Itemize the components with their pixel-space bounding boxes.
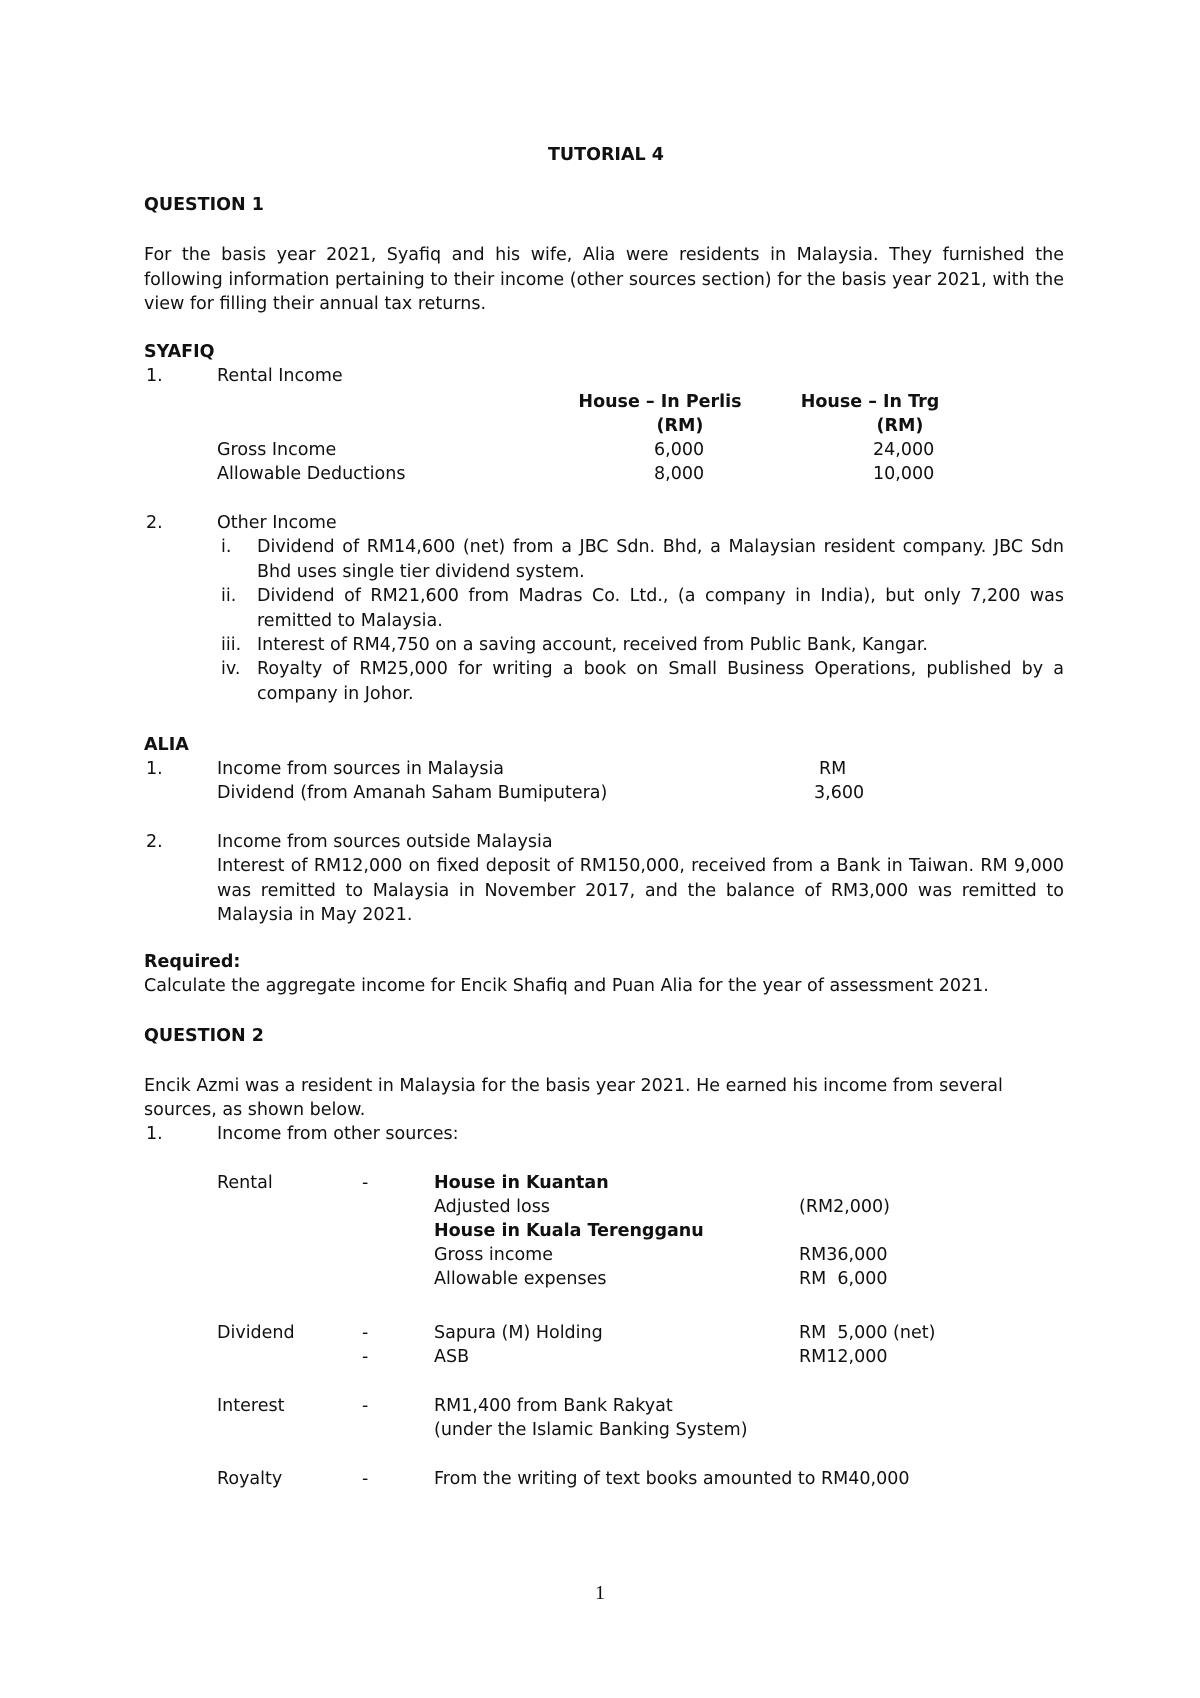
alia-dividend-value: 3,600 xyxy=(814,783,865,803)
asb-label: ASB xyxy=(434,1347,470,1367)
alia-unit-label: RM xyxy=(819,759,847,779)
alia-item-1-number: 1. xyxy=(146,759,163,779)
col-unit-trg: (RM) xyxy=(876,416,924,436)
dividend-dash-1: - xyxy=(362,1323,369,1343)
house-terengganu-heading: House in Kuala Terengganu xyxy=(434,1221,704,1241)
question-1-intro: For the basis year 2021, Syafiq and his wife, Alia were residents in Malaysia. They furnished the following information pertaining to their income (other sources section) for the basis year 2021, with the view for filling their annual tax returns. xyxy=(144,245,1064,314)
q2-allowable-expenses-value: RM 6,000 xyxy=(799,1269,888,1289)
alia-item-2-number: 2. xyxy=(146,832,163,852)
alia-malaysia-income-label: Income from sources in Malaysia xyxy=(217,759,505,779)
question-1-heading: QUESTION 1 xyxy=(144,195,264,215)
rental-label: Rental xyxy=(217,1173,273,1193)
q2-other-sources-label: Income from other sources: xyxy=(217,1124,459,1144)
other-income-iii-number: iii. xyxy=(221,635,242,655)
other-income-label: Other Income xyxy=(217,513,337,533)
q2-gross-income-label: Gross income xyxy=(434,1245,553,1265)
col-header-perlis: House – In Perlis xyxy=(578,392,742,412)
rental-income-label: Rental Income xyxy=(217,366,343,386)
alia-foreign-income-label: Income from sources outside Malaysia xyxy=(217,832,553,852)
required-label: Required: xyxy=(144,952,241,972)
adjusted-loss-value: (RM2,000) xyxy=(799,1197,891,1217)
gross-income-label: Gross Income xyxy=(217,440,337,460)
question-2-heading: QUESTION 2 xyxy=(144,1026,264,1046)
other-income-i-number: i. xyxy=(221,537,232,557)
asb-value: RM12,000 xyxy=(799,1347,888,1367)
allowable-deductions-perlis: 8,000 xyxy=(654,464,705,484)
gross-income-perlis: 6,000 xyxy=(654,440,705,460)
syafiq-item-1-number: 1. xyxy=(146,366,163,386)
gross-income-trg: 24,000 xyxy=(873,440,935,460)
alia-dividend-label: Dividend (from Amanah Saham Bumiputera) xyxy=(217,783,608,803)
sapura-value: RM 5,000 (net) xyxy=(799,1323,936,1343)
col-header-trg: House – In Trg xyxy=(800,392,940,412)
q2-gross-income-value: RM36,000 xyxy=(799,1245,888,1265)
alia-heading: ALIA xyxy=(144,735,189,755)
other-income-ii-number: ii. xyxy=(221,586,237,606)
royalty-dash: - xyxy=(362,1469,369,1489)
question-2-intro-line-1: Encik Azmi was a resident in Malaysia for the basis year 2021. He earned his income from several xyxy=(144,1076,1003,1096)
other-income-iv-text: Royalty of RM25,000 for writing a book on Small Business Operations, published by a company in Johor. xyxy=(257,659,1064,704)
sapura-label: Sapura (M) Holding xyxy=(434,1323,603,1343)
house-kuantan-heading: House in Kuantan xyxy=(434,1173,609,1193)
allowable-deductions-label: Allowable Deductions xyxy=(217,464,406,484)
dividend-dash-2: - xyxy=(362,1347,369,1367)
rental-dash: - xyxy=(362,1173,369,1193)
q2-item-1-number: 1. xyxy=(146,1124,163,1144)
question-2-intro-line-2: sources, as shown below. xyxy=(144,1100,366,1120)
q2-allowable-expenses-label: Allowable expenses xyxy=(434,1269,607,1289)
alia-foreign-income-text: Interest of RM12,000 on fixed deposit of RM150,000, received from a Bank in Taiwan. RM 9,000 was remitted to Malaysia in November 2017, and the balance of RM3,000 was remitted to Malaysia in May 2021. xyxy=(217,856,1064,925)
page-title: TUTORIAL 4 xyxy=(548,145,664,165)
interest-line-1: RM1,400 from Bank Rakyat xyxy=(434,1396,673,1416)
other-income-iv-number: iv. xyxy=(221,659,241,679)
dividend-label: Dividend xyxy=(217,1323,295,1343)
royalty-text: From the writing of text books amounted to RM40,000 xyxy=(434,1469,910,1489)
other-income-ii-text: Dividend of RM21,600 from Madras Co. Ltd., (a company in India), but only 7,200 was remitted to Malaysia. xyxy=(257,586,1064,631)
interest-line-2: (under the Islamic Banking System) xyxy=(434,1420,748,1440)
interest-label: Interest xyxy=(217,1396,285,1416)
other-income-iii-text: Interest of RM4,750 on a saving account, received from Public Bank, Kangar. xyxy=(257,635,928,655)
required-text: Calculate the aggregate income for Encik Shafiq and Puan Alia for the year of assessment 2021. xyxy=(144,976,989,996)
syafiq-item-2-number: 2. xyxy=(146,513,163,533)
interest-dash: - xyxy=(362,1396,369,1416)
royalty-label: Royalty xyxy=(217,1469,283,1489)
allowable-deductions-trg: 10,000 xyxy=(873,464,935,484)
adjusted-loss-label: Adjusted loss xyxy=(434,1197,550,1217)
page-number: 1 xyxy=(595,1582,605,1604)
syafiq-heading: SYAFIQ xyxy=(144,342,215,362)
col-unit-perlis: (RM) xyxy=(656,416,704,436)
other-income-i-text: Dividend of RM14,600 (net) from a JBC Sdn. Bhd, a Malaysian resident company. JBC Sdn Bhd uses single tier dividend system. xyxy=(257,537,1064,582)
